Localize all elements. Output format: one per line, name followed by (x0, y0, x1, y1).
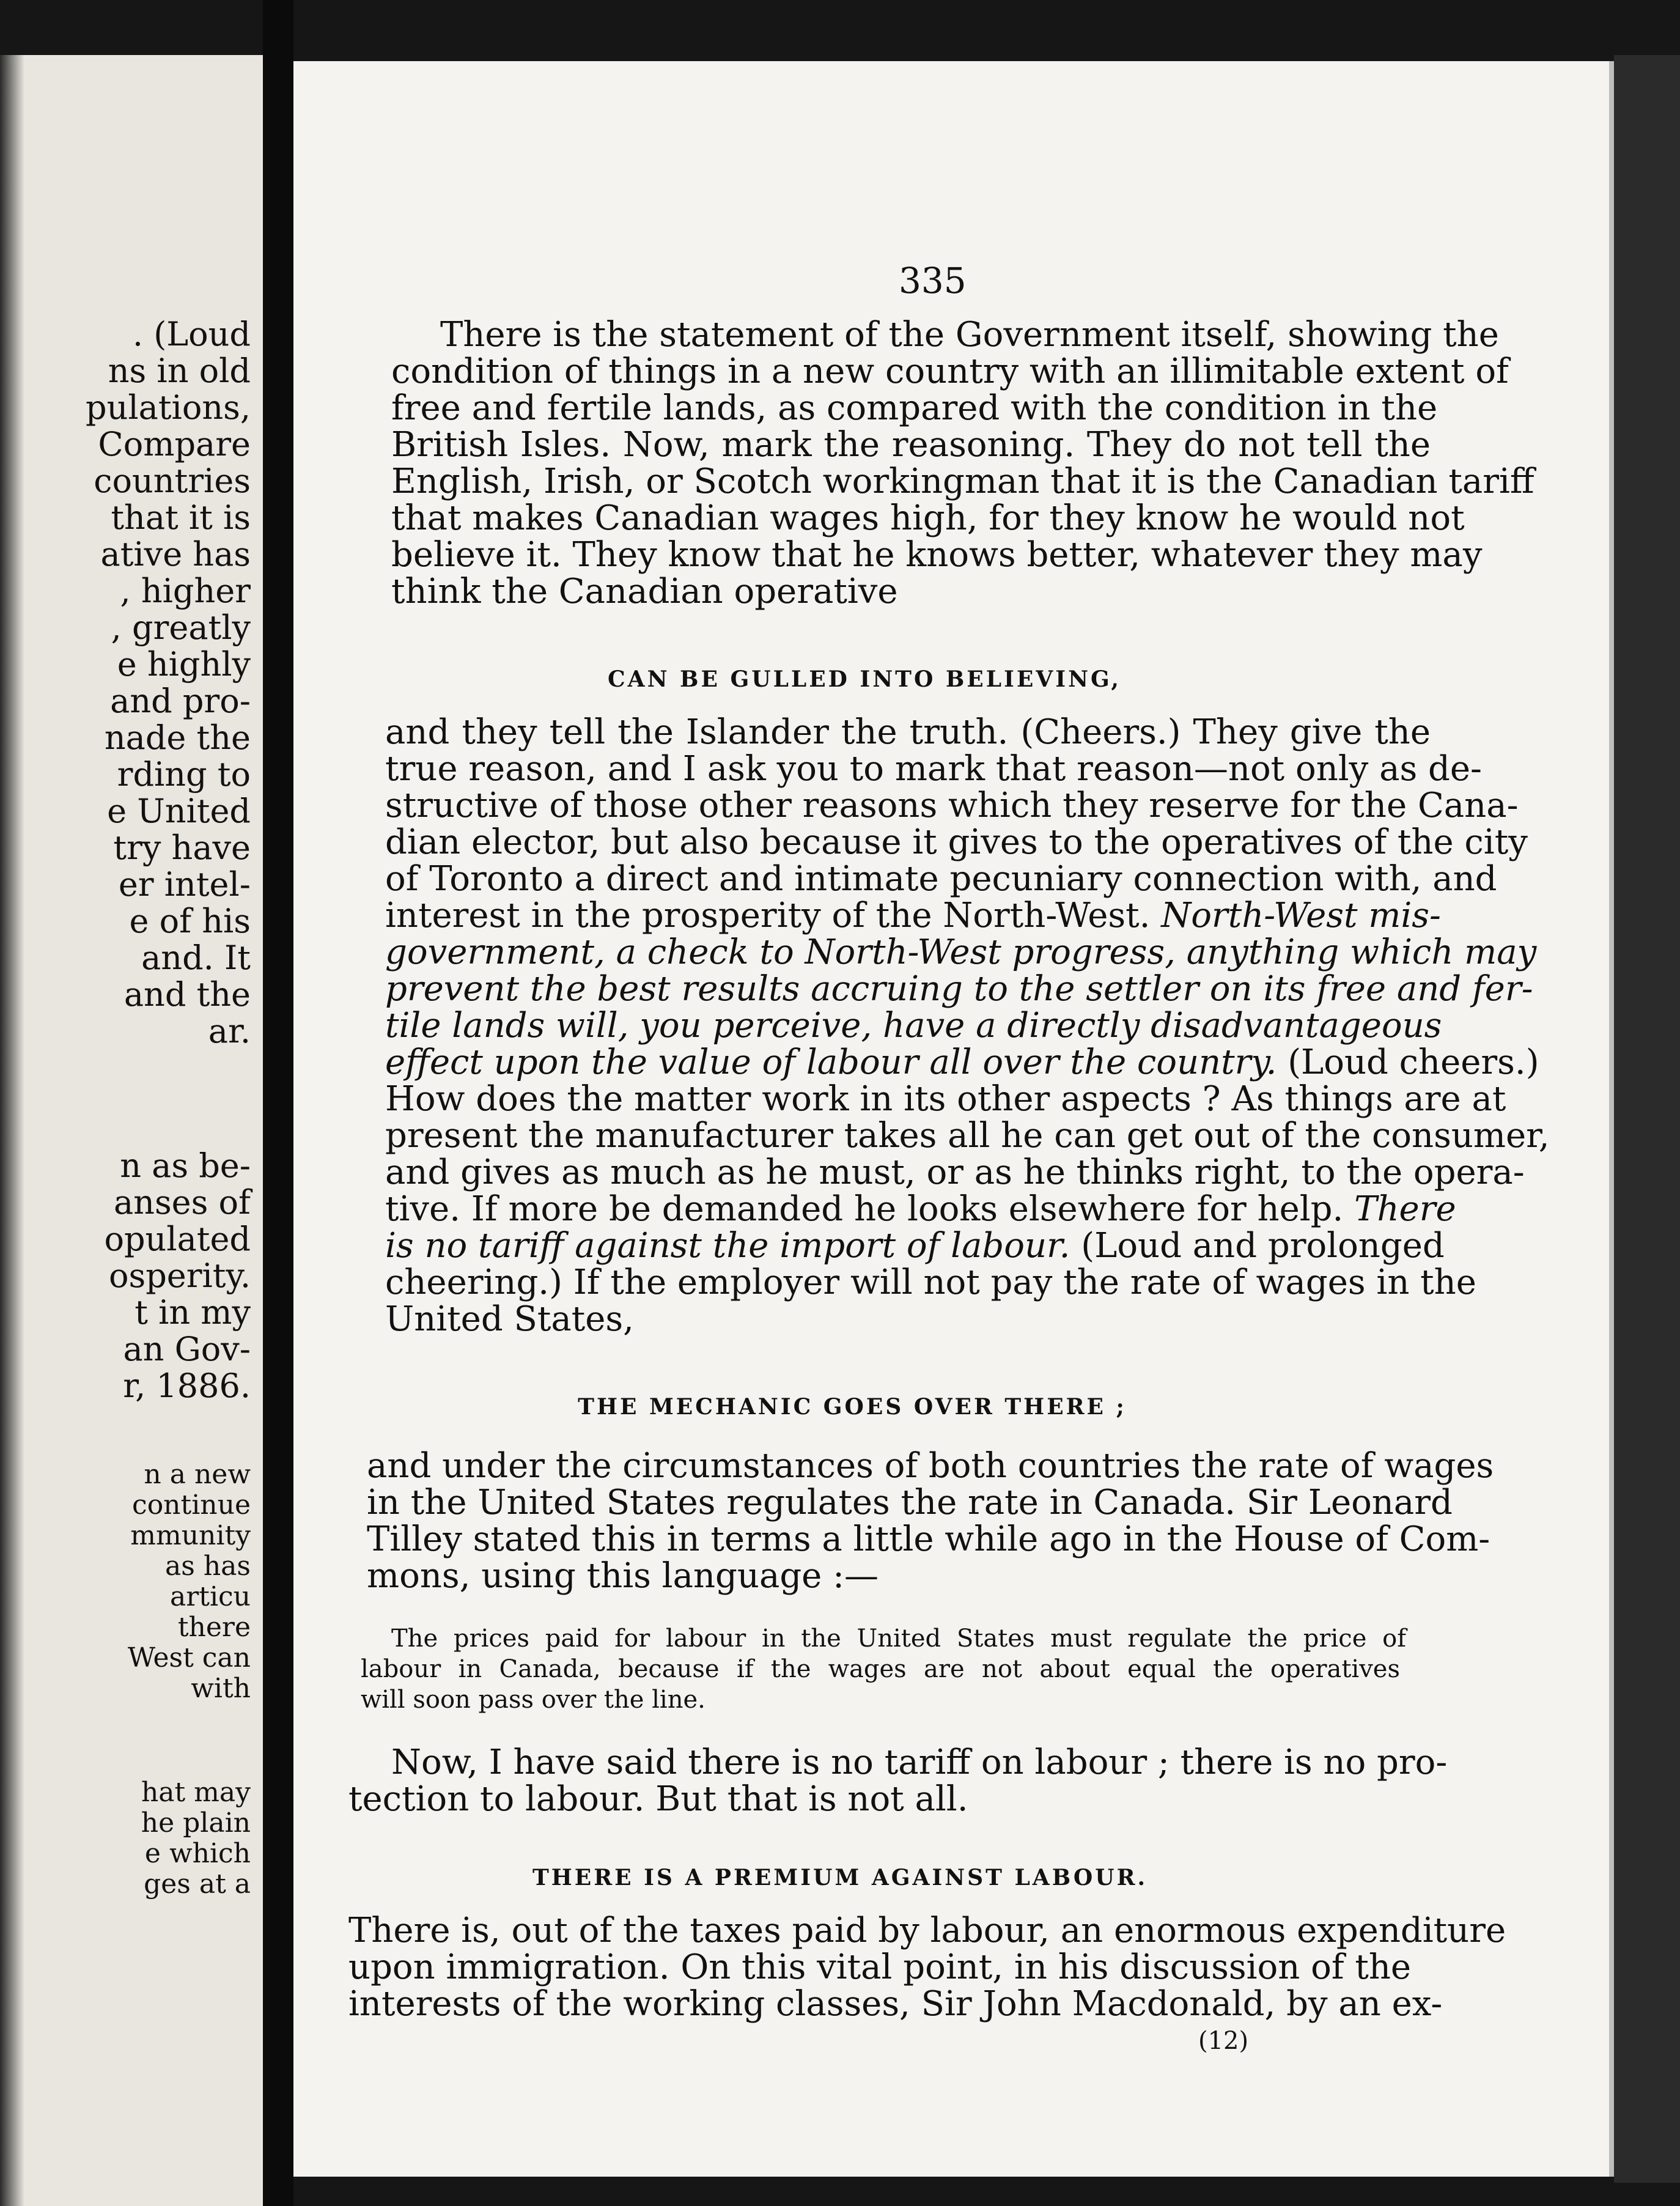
page-number: 335 (899, 260, 967, 301)
quote-line: The prices paid for labour in the United States must regulate the price of (391, 1625, 1406, 1653)
left-page-fragment-line: er intel- (118, 865, 251, 904)
left-page-fragment-line: e highly (117, 645, 251, 684)
left-page-fragment-line: with (191, 1673, 251, 1704)
para2-line: true reason, and I ask you to mark that reason—not only as de- (385, 749, 1482, 789)
left-page-fragment-line: n as be- (120, 1146, 251, 1185)
para2-line (385, 1226, 1445, 1266)
section-heading: THE MECHANIC GOES OVER THERE ; (578, 1394, 1127, 1420)
left-page-fragment-line: articu (170, 1581, 251, 1612)
para1-line: that makes Canadian wages high, for they know he would not (391, 498, 1465, 538)
para2-line: prevent the best results accruing to the settler on its free and fer- (385, 969, 1533, 1009)
left-page-fragment-line: as has (165, 1551, 251, 1582)
para2-line: tile lands will, you perceive, have a directly disadvantageous (385, 1006, 1442, 1046)
para2-line: government, a check to North-West progress, anything which may (385, 932, 1537, 972)
para2-text: (Loud and prolonged (1081, 1226, 1445, 1266)
left-page-fragment-line: n a new (144, 1459, 251, 1490)
left-page-fragment-line: and. It (141, 939, 251, 977)
left-page-fragment-line: mmunity (130, 1520, 251, 1551)
left-page-fragment-line: Compare (98, 425, 251, 463)
signature-mark: (12) (1198, 2027, 1249, 2055)
para1-line: British Isles. Now, mark the reasoning. They do not tell the (391, 425, 1431, 465)
left-page-fragment-line: t in my (134, 1293, 251, 1332)
page-edge (1614, 55, 1680, 2183)
left-page-fragment-line: countries (94, 462, 251, 500)
para2-line (385, 896, 1441, 935)
para2-text: tive. If more be demanded he looks elsewhere for help. (385, 1189, 1344, 1229)
left-page-fragment-line: and pro- (110, 682, 251, 720)
para1-line: believe it. They know that he knows better, whatever they may (391, 535, 1483, 575)
para1-line: condition of things in a new country with an illimitable extent of (391, 352, 1509, 391)
para5-line: upon immigration. On this vital point, in his discussion of the (348, 1947, 1412, 1987)
para2-line: dian elector, but also because it gives to the operatives of the city (385, 822, 1528, 862)
left-page-fragment-line: ns in old (108, 352, 251, 390)
para2-line: structive of those other reasons which they reserve for the Cana- (385, 786, 1519, 825)
left-page-fragment-line: ges at a (144, 1868, 251, 1900)
quote-line: will soon pass over the line. (361, 1686, 706, 1714)
left-page-fragment-line: West can (127, 1642, 251, 1673)
para5-line: There is, out of the taxes paid by labour, an enormous expenditure (348, 1911, 1506, 1950)
left-page-fragment-line: , greatly (111, 608, 251, 647)
left-page-fragment-line: e which (144, 1838, 251, 1869)
left-page-fragment-line: rding to (117, 755, 251, 794)
left-page-fragment-line: pulations, (86, 388, 251, 427)
para2-line: present the manufacturer takes all he can get out of the consumer, (385, 1116, 1550, 1156)
para3-line: in the United States regulates the rate in Canada. Sir Leonard (367, 1483, 1453, 1522)
para2-emphasis: is no tariff against the import of labour. (385, 1226, 1070, 1266)
para2-line: and they tell the Islander the truth. (Cheers.) They give the (385, 712, 1431, 752)
left-page-fragment-line: , higher (120, 572, 251, 610)
left-page-fragment-line: that it is (111, 498, 251, 537)
para3-line: Tilley stated this in terms a little while ago in the House of Com- (367, 1519, 1490, 1559)
para2-line: and gives as much as he must, or as he thinks right, to the opera- (385, 1153, 1525, 1192)
left-page-fragment-line: there (177, 1612, 251, 1643)
para2-line: How does the matter work in its other aspects ? As things are at (385, 1079, 1506, 1119)
left-page-fragment-line: opulated (104, 1220, 251, 1258)
left-page-fragment-line: e United (107, 792, 251, 830)
para5-line: interests of the working classes, Sir John Macdonald, by an ex- (348, 1984, 1443, 2024)
section-heading: CAN BE GULLED INTO BELIEVING, (608, 666, 1121, 692)
para2-line (385, 1189, 1456, 1229)
left-page-fragment-line: anses of (113, 1183, 251, 1222)
left-page-fragment-line: nade the (104, 718, 251, 757)
left-page-fragment-line: try have (113, 828, 251, 867)
para3-line: and under the circumstances of both countries the rate of wages (367, 1446, 1494, 1486)
para2-line: of Toronto a direct and intimate pecuniary connection with, and (385, 859, 1497, 899)
left-page-fragment-line: and the (123, 975, 251, 1014)
left-page-fragment-line: continue (132, 1489, 251, 1521)
para2-text: interest in the prosperity of the North-West. (385, 896, 1151, 935)
left-page-fragment-line: hat may (141, 1777, 251, 1808)
left-page-fragment-line: . (Loud (132, 315, 251, 353)
para4-line: Now, I have said there is no tariff on labour ; there is no pro- (391, 1743, 1448, 1782)
para2-text: (Loud cheers.) (1288, 1042, 1539, 1082)
para1-line: English, Irish, or Scotch workingman that it is the Canadian tariff (391, 462, 1534, 501)
para2-line: cheering.) If the employer will not pay the rate of wages in the (385, 1263, 1476, 1302)
para2-emphasis: North-West mis- (1161, 896, 1441, 935)
left-page-fragment-line: ative has (100, 535, 251, 574)
left-page-fragment-line: an Gov- (123, 1330, 251, 1368)
section-heading: THERE IS A PREMIUM AGAINST LABOUR. (532, 1865, 1148, 1891)
left-page-fragment-line: osperity. (108, 1256, 251, 1295)
left-page-fragment-line: ar. (208, 1012, 251, 1050)
para2-line (385, 1042, 1539, 1082)
para1-line: There is the statement of the Government itself, showing the (440, 315, 1499, 355)
left-page-fragment-line: he plain (141, 1807, 251, 1839)
para2-emphasis: effect upon the value of labour all over the country. (385, 1042, 1277, 1082)
para1-line: free and fertile lands, as compared with the condition in the (391, 388, 1438, 428)
para1-line: think the Canadian operative (391, 572, 898, 611)
para2-line: United States, (385, 1299, 634, 1339)
quote-line: labour in Canada, because if the wages are not about equal the operatives (361, 1655, 1400, 1683)
para2-emphasis: There (1354, 1189, 1456, 1229)
left-page-fragment-line: e of his (129, 902, 251, 940)
left-page-fragment-line: r, 1886. (123, 1367, 251, 1405)
para3-line: mons, using this language :— (367, 1556, 879, 1596)
para4-line: tection to labour. But that is not all. (348, 1779, 968, 1819)
